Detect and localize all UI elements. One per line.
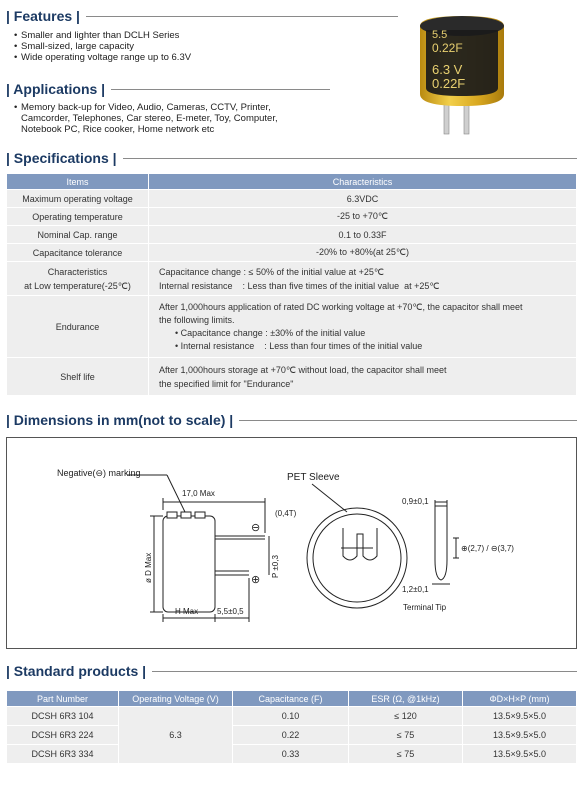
spec-item: Shelf life xyxy=(7,358,149,396)
table-row xyxy=(7,244,577,262)
features-header xyxy=(6,7,398,25)
part-number: DCSH 6R3 104 xyxy=(7,707,119,726)
table-row xyxy=(7,208,577,226)
spec-item: Characteristics at Low temperature(-25℃) xyxy=(7,262,149,296)
diameter-label: ø D Max xyxy=(144,552,153,583)
specifications-table xyxy=(6,173,577,396)
header-voltage: Operating Voltage (V) xyxy=(119,691,233,707)
terminal-dims-label: ⊕(2,7) / ⊖(3,7) xyxy=(461,544,514,553)
table-row xyxy=(7,707,577,726)
applications-list xyxy=(14,102,278,135)
standard-table xyxy=(6,690,577,764)
features-rule xyxy=(86,16,398,17)
size-cell: 13.5×9.5×5.0 xyxy=(463,707,577,726)
dimensions-title: | Dimensions in mm(not to scale) | xyxy=(6,412,234,428)
width-label: 17,0 Max xyxy=(182,489,215,498)
size-cell: 13.5×9.5×5.0 xyxy=(463,726,577,745)
list-item: • Smaller and lighter than DCLH Series xyxy=(14,30,191,41)
spec-value: 6.3VDC xyxy=(149,190,577,208)
neg-marking-label: Negative(⊖) marking xyxy=(57,468,141,478)
product-image xyxy=(412,8,522,138)
part-number: DCSH 6R3 224 xyxy=(7,726,119,745)
esr-cell: ≤ 75 xyxy=(349,745,463,764)
spec-item: Maximum operating voltage xyxy=(7,190,149,208)
minus-symbol: ⊖ xyxy=(251,522,261,534)
specifications-header xyxy=(6,149,577,167)
lead-width-label: 0,9±0,1 xyxy=(402,497,429,506)
terminal-tip-label: Terminal Tip xyxy=(403,603,447,612)
table-row xyxy=(7,726,577,745)
applications-header xyxy=(6,80,330,98)
cap-text-3: 6.3 V xyxy=(432,62,463,77)
table-row xyxy=(7,190,577,208)
spec-value: 0.1 to 0.33F xyxy=(149,226,577,244)
header-characteristics: Characteristics xyxy=(149,174,577,190)
cap-text-2: 0.22F xyxy=(432,41,463,55)
standard-title: | Standard products | xyxy=(6,663,147,679)
specifications-rule xyxy=(123,158,577,159)
cap-text-1: 5.5 xyxy=(432,29,448,41)
features-title: | Features | xyxy=(6,8,80,24)
dimensions-header xyxy=(6,411,577,429)
table-row xyxy=(7,358,577,396)
capacitance-cell: 0.10 xyxy=(233,707,349,726)
spec-item: Operating temperature xyxy=(7,208,149,226)
spec-item: Endurance xyxy=(7,296,149,358)
esr-cell: ≤ 120 xyxy=(349,707,463,726)
header-esr: ESR (Ω, @1kHz) xyxy=(349,691,463,707)
header-size: ΦD×H×P (mm) xyxy=(463,691,577,707)
table-header-row xyxy=(7,691,577,707)
capacitance-cell: 0.33 xyxy=(233,745,349,764)
list-item: • Wide operating voltage range up to 6.3V xyxy=(14,52,191,63)
plus-symbol: ⊕ xyxy=(251,574,261,586)
standard-rule xyxy=(152,671,577,672)
lead-thickness-label: 1,2±0,1 xyxy=(402,585,429,594)
cap-text-4: 0.22F xyxy=(432,76,466,91)
h-label: H Max xyxy=(175,607,199,616)
specifications-title: | Specifications | xyxy=(6,150,117,166)
table-row xyxy=(7,226,577,244)
spec-value: -25 to +70℃ xyxy=(149,208,577,226)
table-row xyxy=(7,296,577,358)
applications-rule xyxy=(111,89,330,90)
t-label: (0,4T) xyxy=(275,509,297,518)
list-item: • Small-sized, large capacity xyxy=(14,41,191,52)
spec-value: Capacitance change : ≤ 50% of the initial value at +25℃ Internal resistance : Less than five times of the initial value at +25℃ xyxy=(149,262,577,296)
standard-header xyxy=(6,662,577,680)
pet-sleeve-label: PET Sleeve xyxy=(287,472,340,483)
pitch-label: P ±0,3 xyxy=(271,555,280,578)
voltage-cell: 6.3 xyxy=(119,707,233,764)
capacitance-cell: 0.22 xyxy=(233,726,349,745)
list-item: Notebook PC, Rice cooker, Home network etc xyxy=(21,124,215,135)
table-row xyxy=(7,262,577,296)
dimension-drawing xyxy=(6,437,577,649)
spec-value: After 1,000hours storage at +70℃ without load, the capacitor shall meet the specified limit for "Endurance" xyxy=(149,358,577,396)
list-item: • Memory back-up for Video, Audio, Cameras, CCTV, Printer, xyxy=(14,102,278,113)
applications-title: | Applications | xyxy=(6,81,106,97)
esr-cell: ≤ 75 xyxy=(349,726,463,745)
header-capacitance: Capacitance (F) xyxy=(233,691,349,707)
features-list xyxy=(14,30,191,63)
spec-value: After 1,000hours application of rated DC working voltage at +70℃, the capacitor shall meet the following limits. • Capacitance change : ±30% of the initial value • Internal resistance : Less than four times of the initial value xyxy=(149,296,577,358)
list-item: Camcorder, Telephones, Car stereo, E-meter, Toy, Computer, xyxy=(21,113,278,124)
dimensions-rule xyxy=(239,420,577,421)
table-header-row xyxy=(7,174,577,190)
header-part: Part Number xyxy=(7,691,119,707)
dimension-svg xyxy=(7,438,576,648)
header-items: Items xyxy=(7,174,149,190)
spec-item: Nominal Cap. range xyxy=(7,226,149,244)
spec-item: Capacitance tolerance xyxy=(7,244,149,262)
table-row xyxy=(7,745,577,764)
spec-value: -20% to +80%(at 25℃) xyxy=(149,244,577,262)
part-number: DCSH 6R3 334 xyxy=(7,745,119,764)
lead-label: 5,5±0,5 xyxy=(217,607,244,616)
size-cell: 13.5×9.5×5.0 xyxy=(463,745,577,764)
